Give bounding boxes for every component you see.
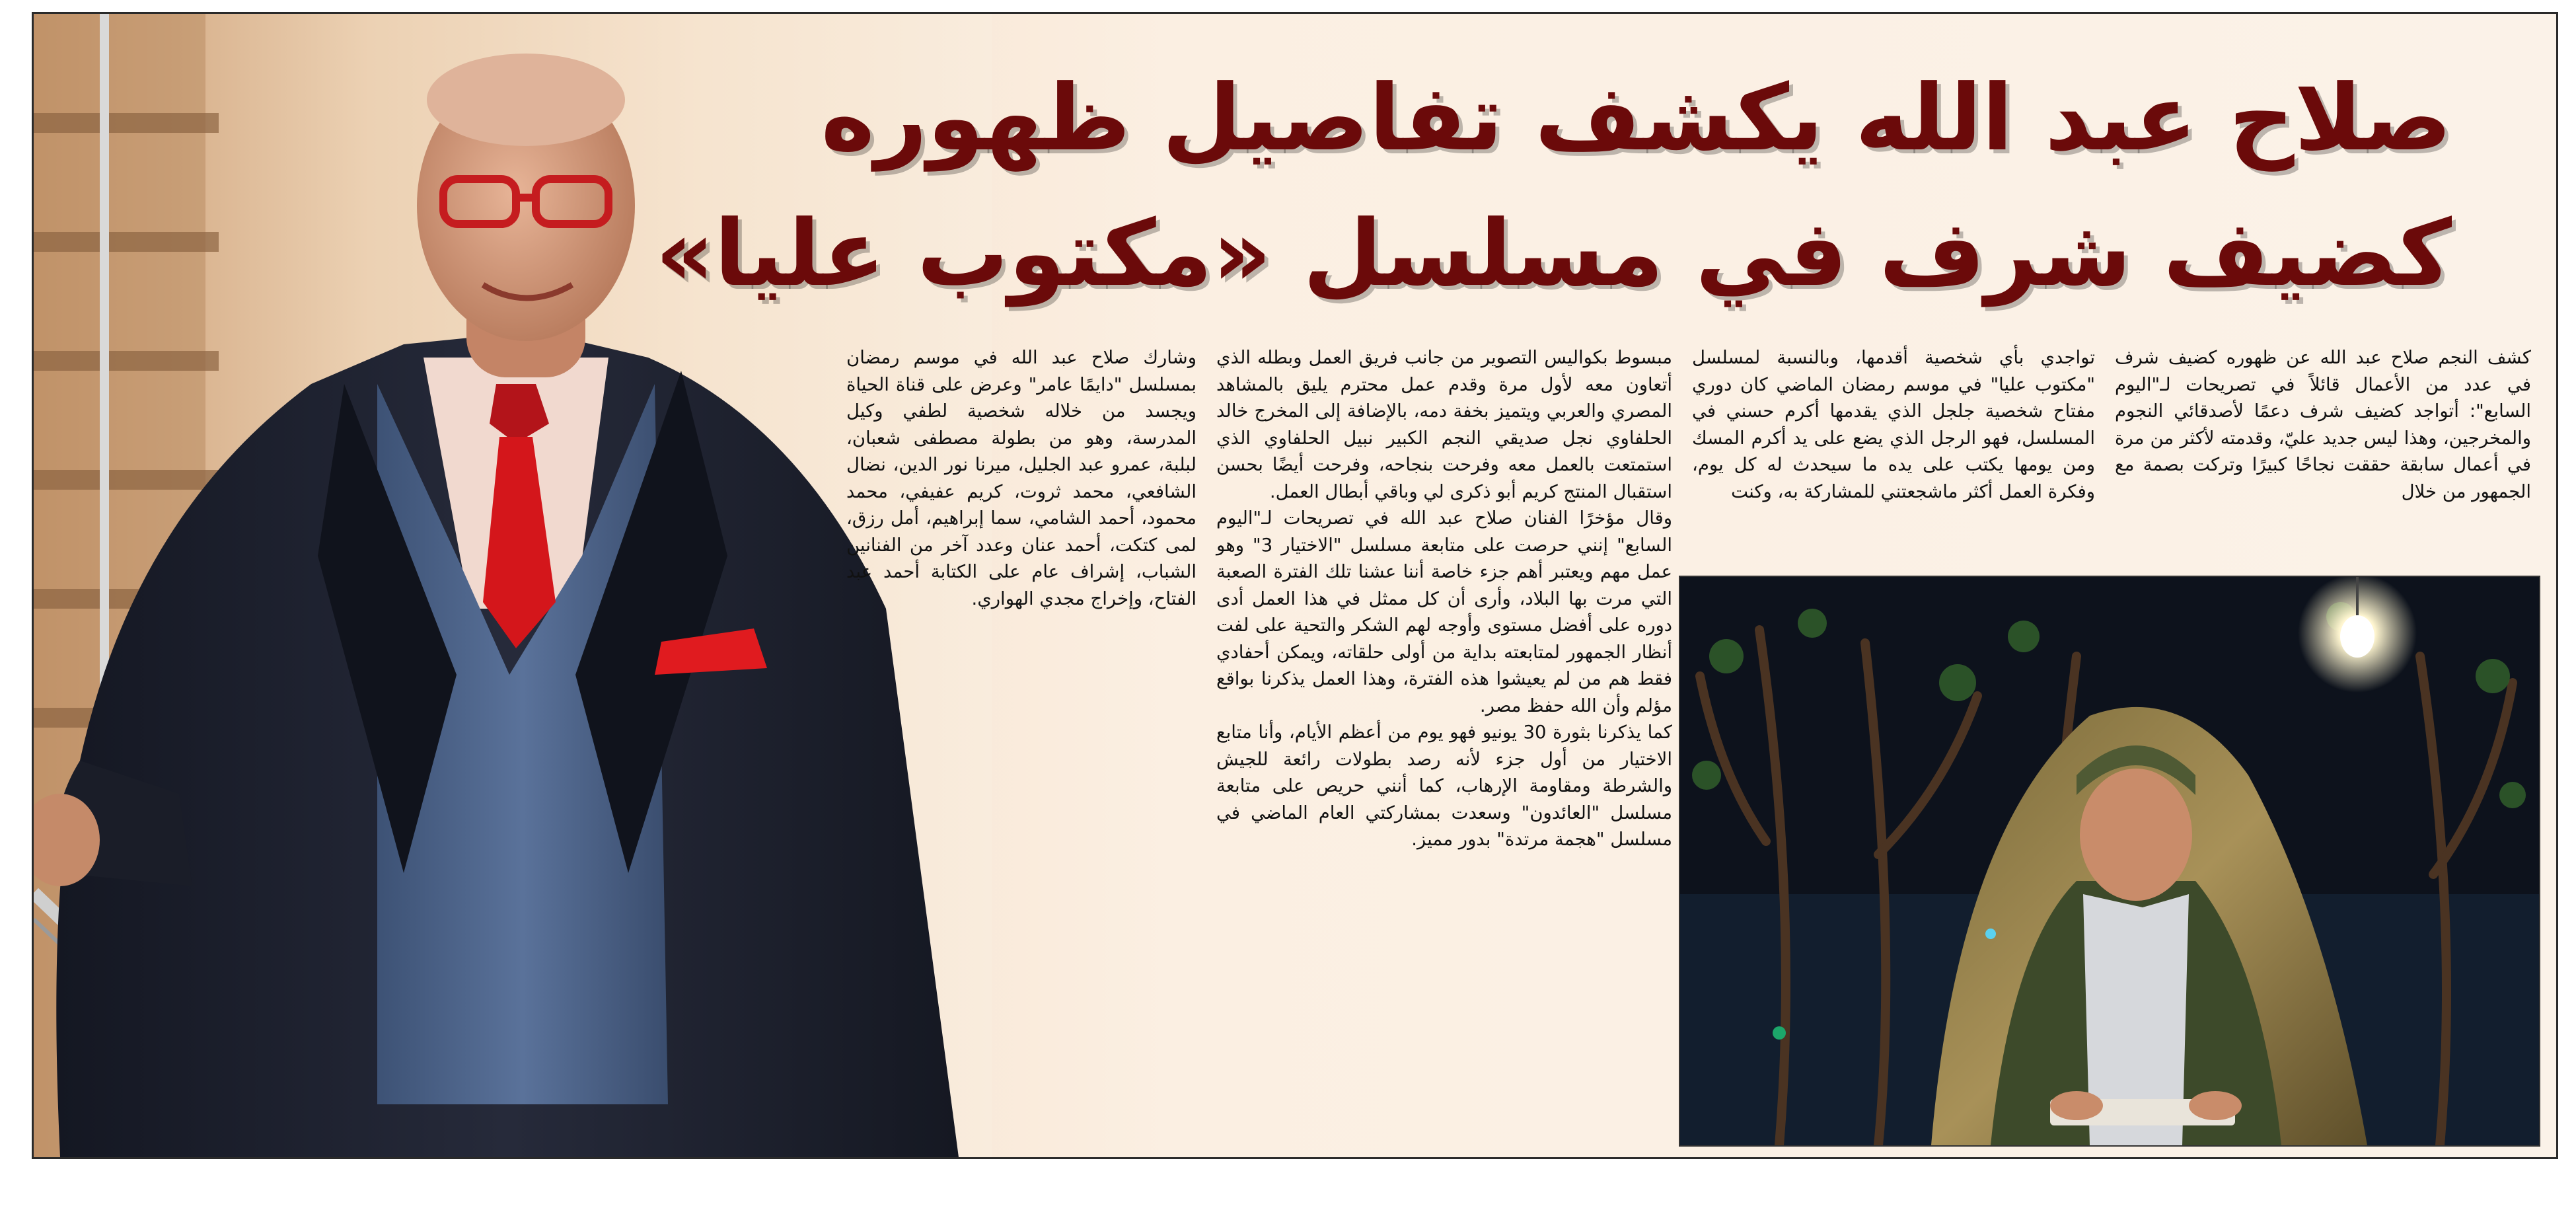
article-column-2 [1692,344,2095,569]
scene-photo [1679,576,2540,1147]
column-3-text: مبسوط بكواليس التصوير من جانب فريق العمل وبطله الذي أتعاون معه لأول مرة وقدم عمل محترم يليق بالمشاهد المصري والعربي ويتميز بخفة دمه، بالإضافة إلى المخرج خالد الحلفاوي نجل صديقي النجم الكبير نبيل الحلفاوي الذي استمتعت بالعمل معه وفرحت بنجاحه، وفرحت أيضًا بحسن استقبال المنتج كريم أبو ذكرى لي وباقي أبطال العمل. وقال مؤخرًا الفنان صلاح عبد الله في تصريحات لـ"اليوم السابع" إنني حرصت على متابعة مسلسل "الاختيار 3" وهو عمل مهم ويعتبر أهم جزء خاصة أننا عشنا تلك الفترة الصعبة التي مرت بها البلاد، وأرى أن كل ممثل في هذا العمل أدى دوره على أفضل مستوى وأوجه لهم الشكر والتحية على لفت أنظار الجمهور لمتابعته بداية من أولى حلقاته، ويمكن أحفادي فقط هم من لم يعيشوا هذه الفترة، وهذا العمل يذكرنا بواقع مؤلم وأن الله حفظ مصر. كما يذكرنا بثورة 30 يونيو فهو يوم من أعظم الأيام، وأنا متابع الاختيار من أول جزء لأنه رصد بطولات رائعة للجيش والشرطة ومقاومة الإرهاب، كما أنني حريص على متابعة مسلسل "العائدون" وسعدت بمشاركتي العام الماضي في مسلسل "هجمة مرتدة" بدور مميز. [1216,347,1673,850]
column-4-text: وشارك صلاح عبد الله في موسم رمضان بمسلسل "دايمًا عامر" وعرض على قناة الحياة ويجسد من خلاله شخصية لطفي وكيل المدرسة، وهو من بطولة مصطفى شعبان، لبلبة، عمرو عبد الجليل، ميرنا نور الدين، نضال الشافعي، محمد ثروت، كريم عفيفي، محمد محمود، أحمد الشامي، سما إبراهيم، أمل رزق، لمى كتكت، أحمد عنان وعدد آخر من الفنانين الشباب، إشراف عام على الكتابة أحمد عبد الفتاح، وإخراج مجدي الهواري. [846,347,1196,609]
headline-line-2: كضيف شرف في مسلسل «مكتوب عليا» [655,200,2452,307]
headline-line-1: صلاح عبد الله يكشف تفاصيل ظهوره [821,65,2452,171]
column-2-text: تواجدي بأي شخصية أقدمها، وبالنسبة لمسلسل "مكتوب عليا" في موسم رمضان الماضي كان دوري مفتاح شخصية جلجل الذي يقدمها أكرم حسني في المسلسل، فهو الرجل الذي يضع على يد أكرم المسك ومن يومها يكتب على يده ما سيحدث له كل يوم، وفكرة العمل أكثر ماشجعتني للمشاركة به، وكنت [1692,347,2095,502]
article-column-3 [1216,344,1672,1151]
headline [655,50,2452,328]
newspaper-page [32,12,2558,1159]
article-column-4 [846,344,1196,1151]
article-column-1 [2115,344,2531,569]
column-1-text: كشف النجم صلاح عبد الله عن ظهوره كضيف شرف في عدد من الأعمال قائلاً في تصريحات لـ"اليوم السابع": أتواجد كضيف شرف دعمًا لأصدقائي النجوم والمخرجين، وهذا ليس جديد عليّ، وقدمته لأكثر من مرة في أعمال سابقة حققت نجاحًا كبيرًا وتركت بصمة مع الجمهور من خلال [2115,347,2531,502]
